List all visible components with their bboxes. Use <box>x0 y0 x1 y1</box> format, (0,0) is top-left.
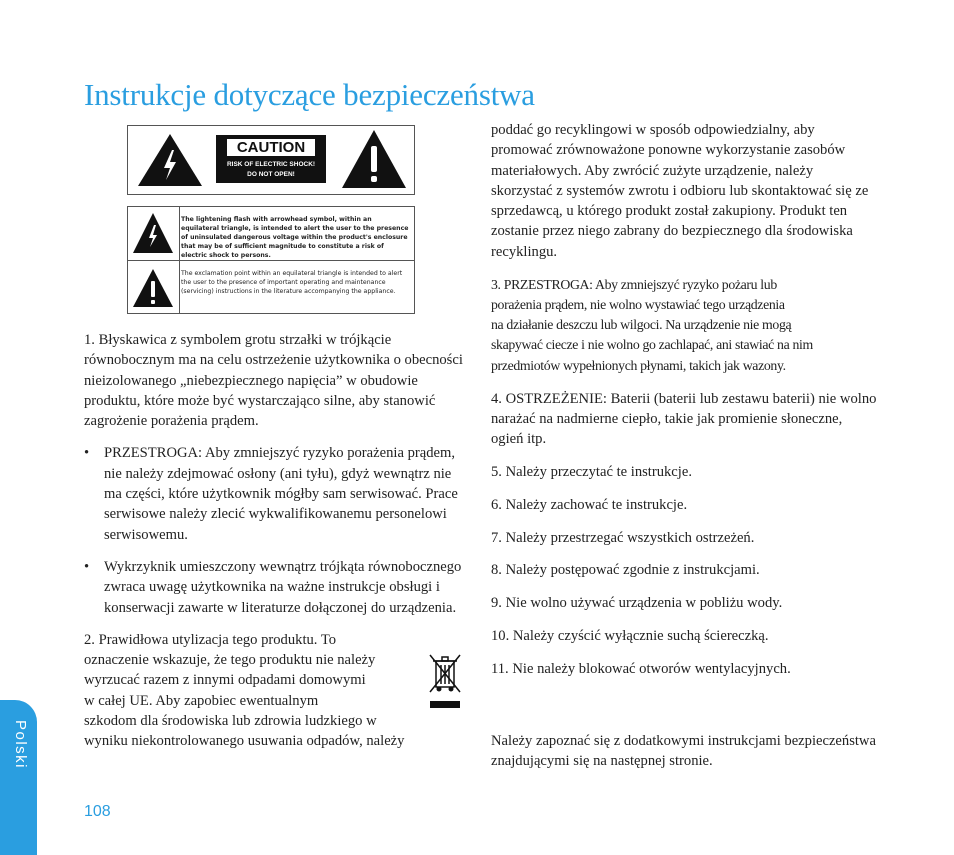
exclamation-warning-icon <box>128 261 178 313</box>
crossed-out-bin-icon <box>427 652 463 710</box>
paragraph-3-line: przedmiotów wypełnionych płynami, takich jak wazony. <box>491 357 786 373</box>
bullet-dot: • <box>84 445 90 462</box>
paragraph-1: 1. Błyskawica z symbolem grotu strzałki w trójkącie równobocznym ma na celu ostrzeżenie użytkownika o obecności nieizolowanego „niebezpiecznego napięcia” w obudowie produktu, które może być wystarczająco silne, aby stanowić zagrożenie porażenia prądem. <box>84 332 463 430</box>
list-item: 6. Należy zachować te instrukcje. <box>491 496 688 513</box>
symbol-icon-cell <box>128 207 180 260</box>
bullet-exclamation <box>84 557 464 618</box>
paragraph-2-line: wyrzucać razem z innymi odpadami domowymi <box>84 672 366 689</box>
caution-word: CAUTION <box>227 139 315 156</box>
footer-note: Należy zapoznać się z dodatkowymi instrukcjami bezpieczeństwa znajdującymi się na następnej stronie. <box>491 733 876 770</box>
list-item: 7. Należy przestrzegać wszystkich ostrzeżeń. <box>491 529 755 546</box>
lightning-description: The lightening flash with arrowhead symbol, within an equilateral triangle, is intended to alert the user to the presence of uninsulated dangerous voltage within the product's enclosure that may be of sufficient magnitude to constitute a risk of electric shock to persons. <box>181 216 409 259</box>
caution-center-panel <box>216 135 326 183</box>
paragraph-2 <box>84 630 464 752</box>
language-tab-label: Polski <box>12 720 29 770</box>
symbol-row-lightning <box>128 207 414 261</box>
paragraph-3-line: 3. PRZESTROGA: Aby zmniejszyć ryzyko pożaru lub <box>491 276 777 292</box>
bullet-dot: • <box>84 558 90 575</box>
left-column <box>84 330 464 764</box>
bullet-caution <box>84 443 464 544</box>
right-column <box>491 120 877 784</box>
list-item: 5. Należy przeczytać te instrukcje. <box>491 463 692 480</box>
symbol-table <box>127 206 415 314</box>
list-item: 8. Należy postępować zgodnie z instrukcjami. <box>491 562 760 579</box>
list-item: 9. Nie wolno używać urządzenia w pobliżu wody. <box>491 595 783 612</box>
paragraph-3 <box>491 275 877 376</box>
paragraph-2-line: szkodom dla środowiska lub zdrowia ludzkiego w <box>84 713 377 730</box>
exclamation-description: The exclamation point within an equilateral triangle is intended to alert the user to the presence of important operating and maintenance (servicing) instructions in the literature accompanying the appliance. <box>181 270 403 295</box>
paragraph-3-line: porażenia prądem, nie wolno wystawiać tego urządzenia <box>491 296 785 312</box>
paragraph-2-line: 2. Prawidłowa utylizacja tego produktu. To <box>84 631 337 648</box>
lightning-warning-icon <box>128 207 178 259</box>
caution-risk-text: RISK OF ELECTRIC SHOCK! <box>226 161 316 168</box>
paragraph-2-continued: poddać go recyklingowi w sposób odpowiedzialny, aby promować zrównoważone ponowne wykorzystanie zasobów materiałowych. Aby zwrócić zużyte urządzenie, należy skorzystać z systemów zwrotu i odbioru lub skontaktować się ze sprzedawcą, u którego produkt został zakupiony. Produkt ten zostanie przez niego zabrany do bezpiecznego dla środowiska recyklingu. <box>491 122 869 260</box>
paragraph-2-line: oznaczenie wskazuje, że tego produktu nie należy <box>84 652 376 669</box>
paragraph-3-line: skapywać ciecze i nie wolno go zachlapać, ani stawiać na nim <box>491 337 813 353</box>
symbol-row-exclamation <box>128 261 414 314</box>
lightning-warning-icon <box>136 132 204 188</box>
caution-label <box>127 125 415 195</box>
paragraph-3-line: na działanie deszczu lub wilgoci. Na urządzenie nie mogą <box>491 317 792 333</box>
list-item: 10. Należy czyścić wyłącznie suchą ściereczką. <box>491 627 769 644</box>
caution-do-not-open: DO NOT OPEN! <box>247 171 295 178</box>
paragraph-4: 4. OSTRZEŻENIE: Baterii (baterii lub zestawu baterii) nie wolno narażać na nadmierne ciepło, takie jak promienie słoneczne, ogień itp. <box>491 390 877 448</box>
paragraph-2-line: wyniku niekontrolowanego usuwania odpadów, należy <box>84 733 405 750</box>
page-number: 108 <box>84 803 111 820</box>
exclamation-warning-icon <box>340 128 408 190</box>
symbol-icon-cell <box>128 261 180 314</box>
bullet-exclamation-text: Wykrzyknik umieszczony wewnątrz trójkąta równobocznego zwraca uwagę użytkownika na ważne instrukcje obsługi i konserwacji zawarte w literaturze dołączonej do urządzenia. <box>104 558 462 616</box>
paragraph-2-line: w całej UE. Aby zapobiec ewentualnym <box>84 692 319 709</box>
page-title: Instrukcje dotyczące bezpieczeństwa <box>84 77 535 112</box>
list-item: 11. Nie należy blokować otworów wentylacyjnych. <box>491 660 791 677</box>
bullet-caution-text: PRZESTROGA: Aby zmniejszyć ryzyko porażenia prądem, nie należy zdejmować osłony (ani tyłu), gdyż wewnątrz nie ma części, które użytkownik mógłby sam serwisować. Prace serwisowe należy zlecić wykwalifikowanemu personelowi serwisowemu. <box>104 445 458 543</box>
